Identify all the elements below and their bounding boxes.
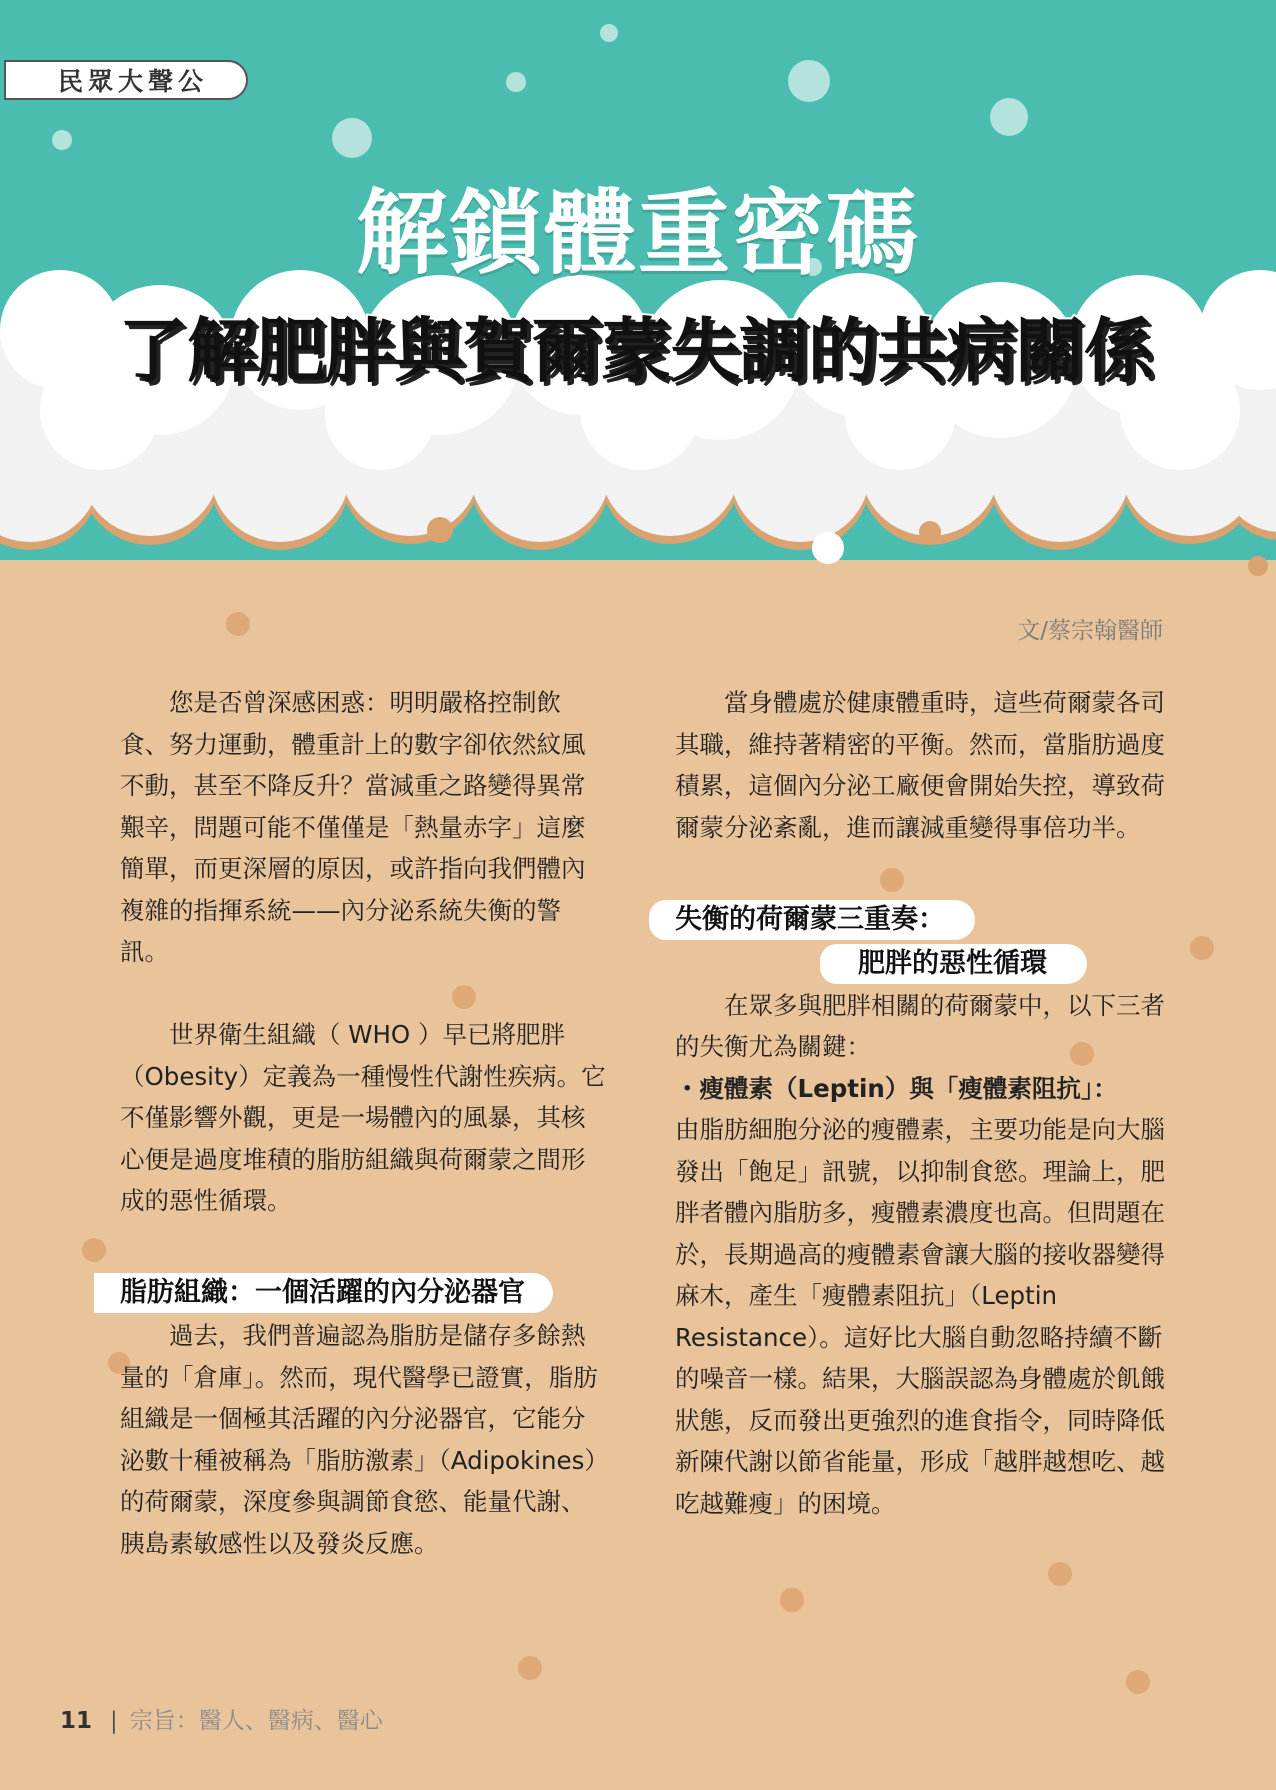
decorative-dot: [1048, 1562, 1072, 1586]
paragraph: 世界衛生組織（ WHO ）早已將肥胖（Obesity）定義為一種慢性代謝性疾病。它不僅影響外觀，更是一場體內的風暴，其核心便是過度堆積的脂肪組織與荷爾蒙之間形成的惡性循環。: [120, 1020, 606, 1215]
footer-motto: 宗旨：醫人、醫病、醫心: [129, 1708, 383, 1734]
article-subtitle: 了解肥胖與賀爾蒙失調的共病關係: [118, 310, 1153, 392]
decorative-bubble: [990, 98, 1028, 136]
paragraph: 您是否曾深感困惑：明明嚴格控制飲食、努力運動，體重計上的數字卻依然紋風不動，甚至不降反升？當減重之路變得異常艱辛，問題可能不僅僅是「熱量赤字」這麼簡單，而更深層的原因，或許指向我們體內複雜的指揮系統——內分泌系統失衡的警訊。: [120, 688, 586, 966]
left-column: [120, 682, 608, 1564]
decorative-dot: [518, 1656, 542, 1680]
bullet-heading: ・瘦體素（Leptin）與「瘦體素阻抗」：: [675, 1073, 1118, 1103]
paragraph: 在眾多與肥胖相關的荷爾蒙中，以下三者的失衡尤為關鍵：: [675, 990, 1165, 1061]
decorative-dot: [780, 1588, 804, 1612]
right-column: [675, 682, 1165, 1524]
decorative-bubble: [506, 72, 526, 92]
page-number: 11: [60, 1708, 93, 1734]
author-byline: 文/蔡宗翰醫師: [1017, 618, 1163, 644]
section-heading-continued: 肥胖的惡性循環: [820, 944, 1087, 984]
decorative-bubble: [332, 118, 372, 158]
decorative-bubble: [788, 60, 830, 102]
page-footer: [60, 1702, 383, 1735]
section-heading: 脂肪組織：一個活躍的內分泌器官: [94, 1273, 553, 1313]
decorative-dot: [82, 1238, 106, 1262]
paragraph: 當身體處於健康體重時，這些荷爾蒙各司其職，維持著精密的平衡。然而，當脂肪過度積累，這個內分泌工廠便會開始失控，導致荷爾蒙分泌紊亂，進而讓減重變得事倍功半。: [675, 688, 1165, 842]
paragraph: 過去，我們普遍認為脂肪是儲存多餘熱量的「倉庫」。然而，現代醫學已證實，脂肪組織是一個極其活躍的內分泌器官，它能分泌數十種被稱為「脂肪激素」（Adipokines）的荷爾蒙，深度參與調節食慾、能量代謝、胰島素敏感性以及發炎反應。: [120, 1321, 598, 1558]
section-tag: 民眾大聲公: [4, 60, 248, 100]
decorative-bubble: [600, 24, 618, 42]
decorative-dot: [1190, 936, 1214, 960]
paragraph: 由脂肪細胞分泌的瘦體素，主要功能是向大腦發出「飽足」訊號，以抑制食慾。理論上，肥胖者體內脂肪多，瘦體素濃度也高。但問題在於，長期過高的瘦體素會讓大腦的接收器變得麻木，產生「瘦體素阻抗」（Leptin Resistance）。這好比大腦自動忽略持續不斷的噪音一樣。結果，大腦誤認為身體處於飢餓狀態，反而發出更強烈的進食指令，同時降低新陳代謝以節省能量，形成「越胖越想吃、越吃越難瘦」的困境。: [675, 1115, 1165, 1518]
section-heading: 失衡的荷爾蒙三重奏：: [649, 900, 975, 940]
decorative-dot: [226, 612, 250, 636]
article-title: 解鎖體重密碼: [355, 180, 920, 287]
decorative-bubble: [52, 130, 72, 150]
footer-separator: |: [110, 1708, 118, 1734]
decorative-dot: [1126, 1670, 1150, 1694]
